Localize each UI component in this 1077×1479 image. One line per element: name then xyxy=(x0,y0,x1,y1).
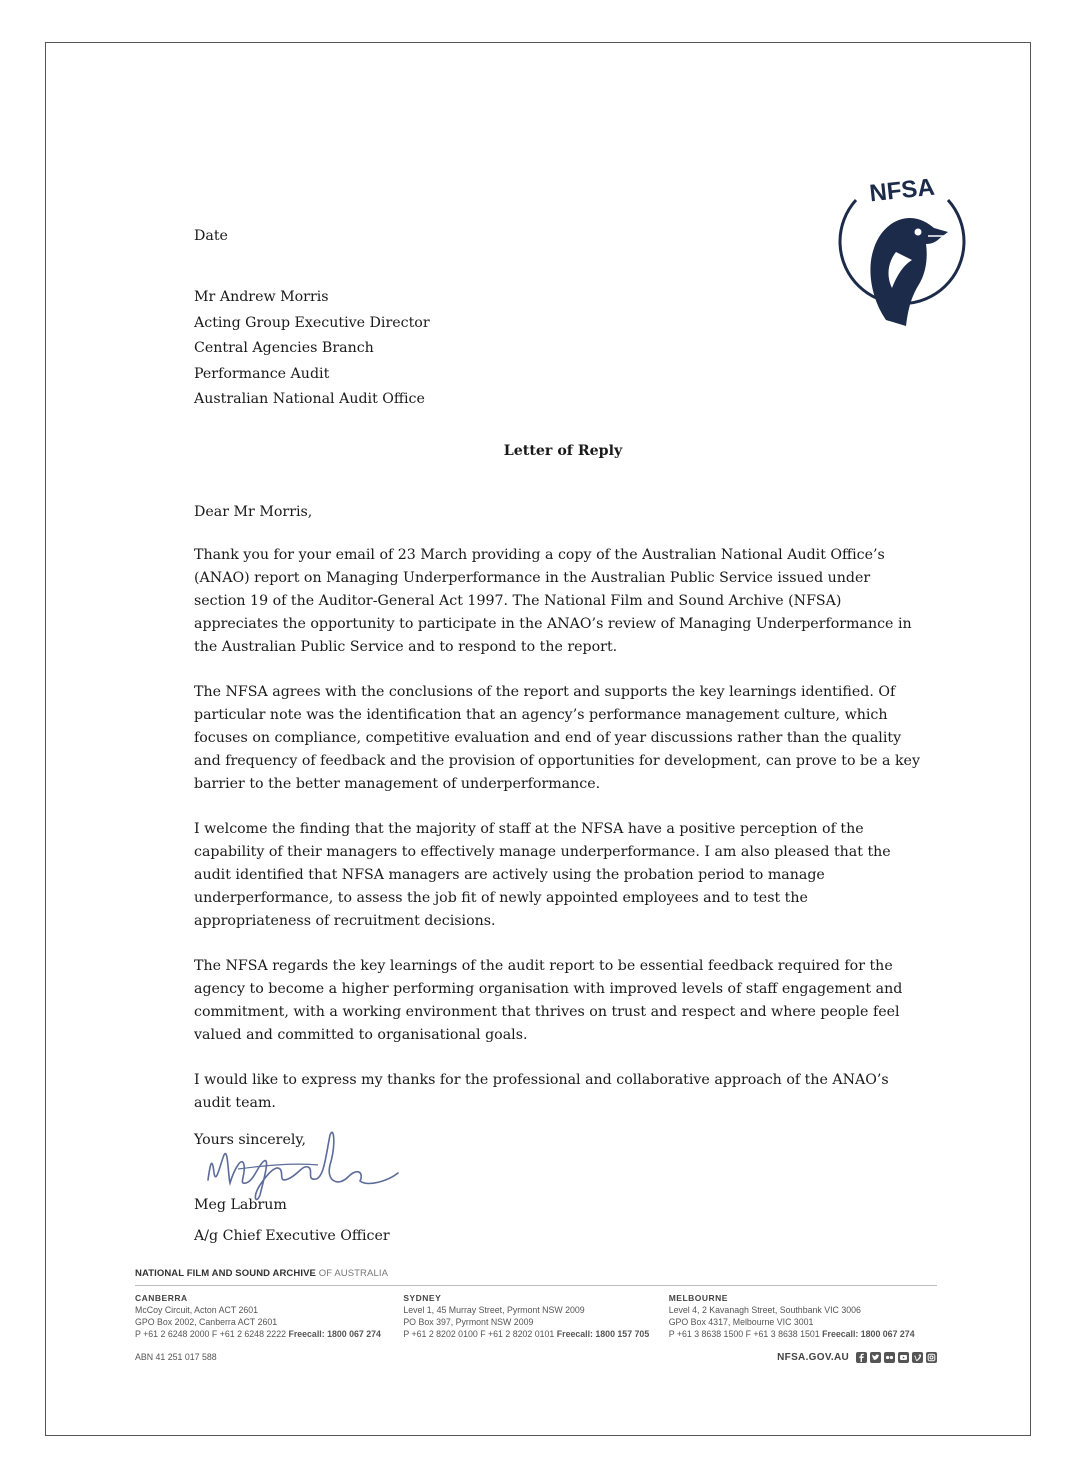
organisation-name-light: OF AUSTRALIA xyxy=(315,1268,389,1279)
office-phone-fax: P +61 2 8202 0100 F +61 2 8202 0101 xyxy=(403,1329,555,1339)
logo-text: NFSA xyxy=(868,173,936,208)
recipient-position: Acting Group Executive Director xyxy=(194,314,430,331)
organisation-name-bold: NATIONAL FILM AND SOUND ARCHIVE xyxy=(135,1268,316,1279)
youtube-icon[interactable] xyxy=(898,1352,909,1363)
vimeo-icon[interactable] xyxy=(912,1352,923,1363)
office-phone-fax: P +61 2 6248 2000 F +61 2 6248 2222 xyxy=(135,1329,286,1339)
facebook-icon[interactable] xyxy=(856,1352,867,1363)
office-freecall: Freecall: 1800 067 274 xyxy=(288,1329,381,1339)
letter-body xyxy=(194,225,924,1115)
office-canberra xyxy=(135,1292,403,1340)
signatory-name: Meg Labrum xyxy=(194,1197,287,1213)
office-phones xyxy=(403,1328,668,1340)
website-link[interactable]: NFSA.GOV.AU xyxy=(777,1352,849,1363)
paragraph: The NFSA agrees with the conclusions of the report and supports the key learnings identified. Of particular note was the identification that an agency’s performance management culture, which focuses on compliance, competitive evaluation and end of year discussions rather than the quality and frequency of feedback and the provision of opportunities for development, can prove to be a key barrier to the better management of underperformance. xyxy=(194,683,920,792)
flickr-icon[interactable] xyxy=(884,1352,895,1363)
office-freecall: Freecall: 1800 067 274 xyxy=(822,1329,915,1339)
office-addresses xyxy=(135,1292,937,1340)
twitter-icon[interactable] xyxy=(870,1352,881,1363)
office-phones xyxy=(135,1328,403,1340)
office-name: MELBOURNE xyxy=(668,1293,728,1303)
paragraph: Thank you for your email of 23 March providing a copy of the Australian National Audit Office’s (ANAO) report on Managing Underperformance in the Australian Public Service issued under section 19 of the Auditor-General Act 1997. The National Film and Sound Archive (NFSA) appreciates the opportunity to participate in the ANAO’s review of Managing Underperformance in the Australian Public Service and to respond to the report. xyxy=(194,546,912,655)
paragraph: I would like to express my thanks for the professional and collaborative approach of the ANAO’s audit team. xyxy=(194,1071,889,1111)
web-links xyxy=(777,1352,937,1363)
closing: Yours sincerely, xyxy=(194,1132,307,1148)
footer-divider xyxy=(135,1285,937,1286)
salutation: Dear Mr Morris, xyxy=(194,503,313,520)
instagram-icon[interactable] xyxy=(926,1352,937,1363)
recipient-division: Performance Audit xyxy=(194,365,330,382)
office-street: McCoy Circuit, Acton ACT 2601 xyxy=(135,1305,259,1315)
office-postal: GPO Box 2002, Canberra ACT 2601 xyxy=(135,1317,278,1327)
recipient-name: Mr Andrew Morris xyxy=(194,289,329,305)
office-street: Level 1, 45 Murray Street, Pyrmont NSW 2009 xyxy=(403,1305,585,1315)
office-street: Level 4, 2 Kavanagh Street, Southbank VIC 3006 xyxy=(668,1305,861,1315)
office-name: SYDNEY xyxy=(403,1293,442,1303)
office-postal: PO Box 397, Pyrmont NSW 2009 xyxy=(403,1317,534,1327)
organisation-name xyxy=(135,1268,937,1279)
office-phone-fax: P +61 3 8638 1500 F +61 3 8638 1501 xyxy=(668,1329,820,1339)
office-melbourne xyxy=(669,1292,937,1340)
letter-subject: Letter of Reply xyxy=(503,442,623,459)
recipient-branch: Central Agencies Branch xyxy=(194,340,374,356)
paragraph: The NFSA regards the key learnings of the audit report to be essential feedback required for the agency to become a higher performing organisation with improved levels of staff engagement and commitment, with a working environment that thrives on trust and respect and where people feel valued and committed to organisational goals. xyxy=(194,957,903,1043)
signatory-title: A/g Chief Executive Officer xyxy=(194,1228,390,1244)
letterhead-footer xyxy=(135,1268,937,1363)
letter-date: Date xyxy=(194,228,228,244)
footer-bottom xyxy=(135,1352,937,1363)
office-name: CANBERRA xyxy=(135,1293,188,1303)
paragraph: I welcome the finding that the majority of staff at the NFSA have a positive perception of the capability of their managers to effectively manage underperformance. I am also pleased that the audit identified that NFSA managers are actively using the probation period to manage underperformance, to assess the job fit of newly appointed employees and to test the appropriateness of recruitment decisions. xyxy=(194,820,891,929)
recipient-address xyxy=(194,285,924,413)
office-freecall: Freecall: 1800 157 705 xyxy=(556,1329,650,1339)
office-phones xyxy=(669,1328,937,1340)
abn: ABN 41 251 017 588 xyxy=(135,1352,217,1362)
recipient-organisation: Australian National Audit Office xyxy=(194,391,425,407)
office-postal: GPO Box 4317, Melbourne VIC 3001 xyxy=(668,1317,814,1327)
office-sydney xyxy=(403,1292,668,1340)
